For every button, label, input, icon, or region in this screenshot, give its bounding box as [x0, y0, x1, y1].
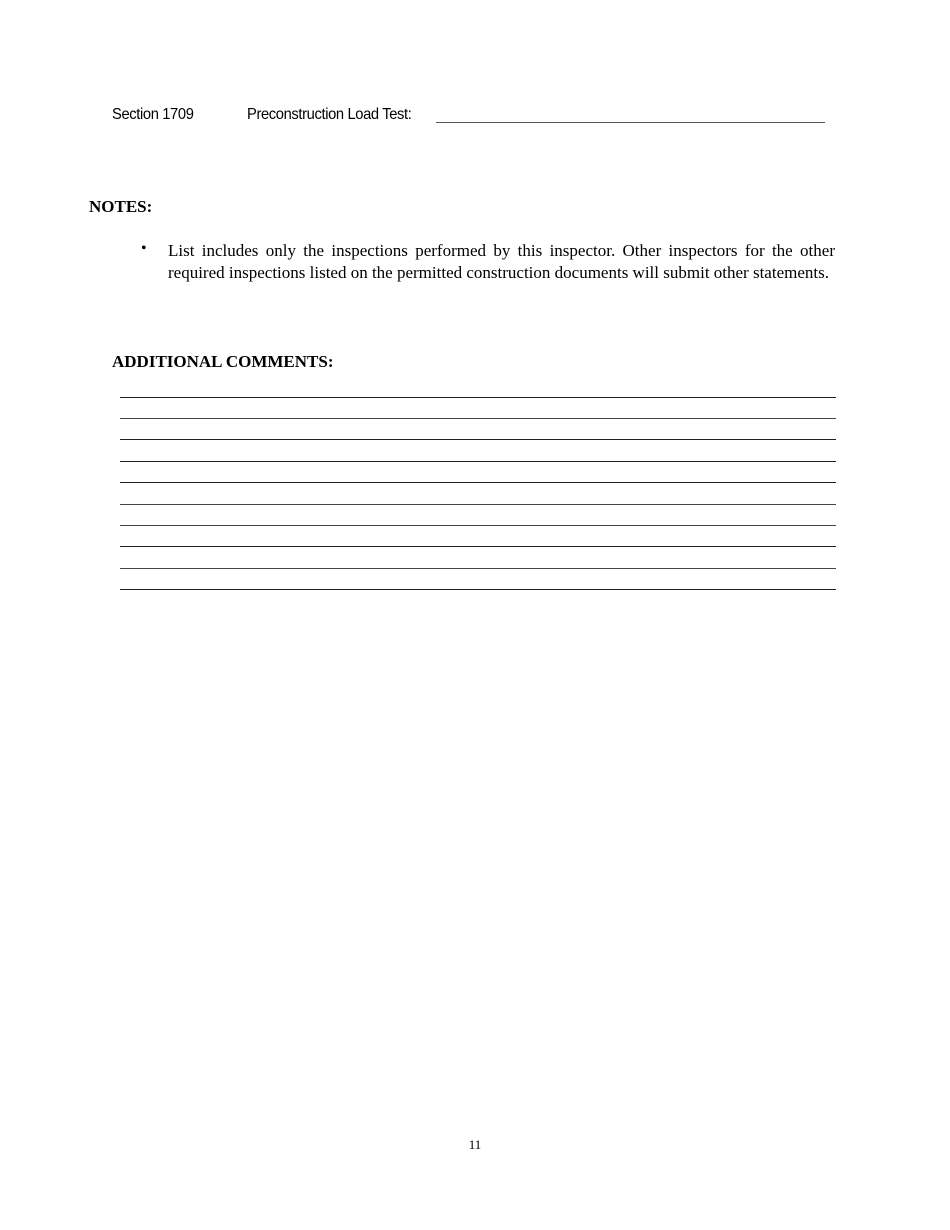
comment-line[interactable]: [120, 568, 836, 569]
comment-line[interactable]: [120, 504, 836, 505]
comment-line[interactable]: [120, 461, 836, 462]
comment-line[interactable]: [120, 418, 836, 419]
comment-line[interactable]: [120, 482, 836, 483]
note-item: List includes only the inspections performed by this inspector. Other inspectors for the other required inspections listed on the permitted construction documents will submit other statements.: [168, 241, 835, 282]
comment-line[interactable]: [120, 525, 836, 526]
page-number: 11: [468, 1137, 482, 1152]
comment-line[interactable]: [120, 397, 836, 398]
bullet-icon: •: [141, 240, 147, 257]
section-number: Section 1709: [112, 106, 194, 123]
load-test-input-line[interactable]: [436, 122, 825, 123]
comment-line[interactable]: [120, 546, 836, 547]
section-title: Preconstruction Load Test:: [247, 106, 412, 123]
notes-heading: NOTES:: [89, 197, 153, 216]
comment-line[interactable]: [120, 439, 836, 440]
additional-comments-heading: ADDITIONAL COMMENTS:: [112, 352, 334, 371]
comment-line[interactable]: [120, 589, 836, 590]
